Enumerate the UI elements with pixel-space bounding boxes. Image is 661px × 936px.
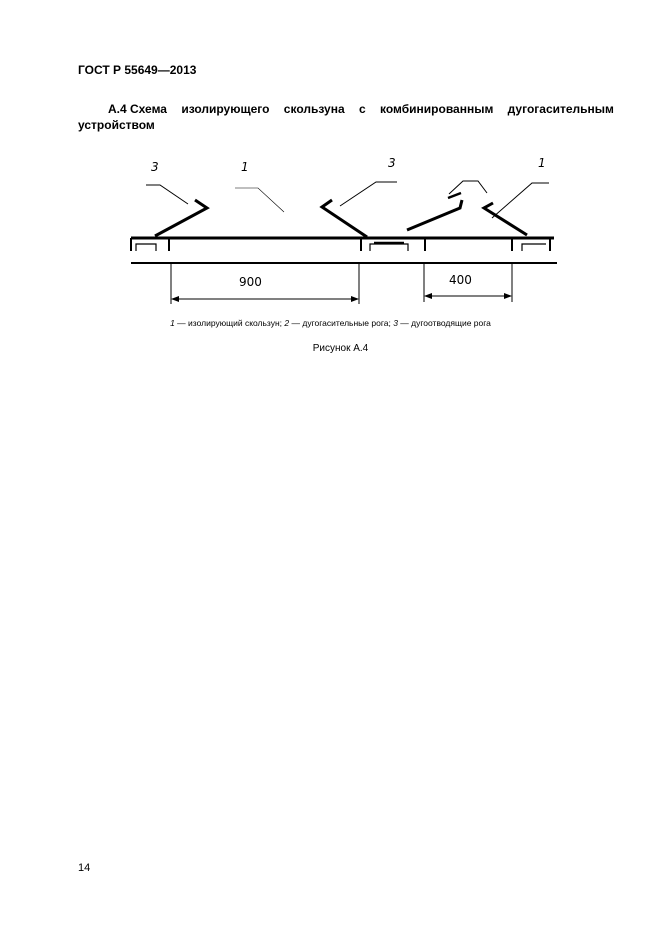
insulator-brackets: [136, 244, 546, 251]
legend-text-3: — дугоотводящие рога: [397, 318, 491, 328]
figure-legend: [0, 318, 661, 328]
horns: [155, 193, 527, 237]
label-1-right: 1: [538, 156, 546, 170]
title-word: дугогасительным: [507, 102, 614, 116]
posts: [131, 238, 550, 251]
section-title: [78, 101, 614, 133]
dimension-900: 900: [239, 275, 262, 289]
horn-left: [155, 200, 207, 236]
leader-3-right: [340, 182, 397, 206]
title-word: комбинированным: [380, 102, 494, 116]
horn-right-left: [407, 200, 462, 230]
legend-text-1: — изолирующий скользун;: [174, 318, 285, 328]
figure-diagram: [0, 150, 661, 310]
title-word: изолирующего: [181, 102, 270, 116]
legend-num-1: 1: [170, 318, 175, 328]
legend-text-2: — дугогасительные рога;: [289, 318, 394, 328]
label-3-left: 3: [151, 160, 159, 174]
document-header: ГОСТ Р 55649—2013: [78, 63, 197, 77]
section-title-line2: устройством: [78, 118, 155, 132]
title-word: с: [358, 102, 366, 116]
leader-3-left: [146, 185, 188, 204]
horn-mid: [322, 200, 367, 237]
title-word: А.4 Схема: [108, 102, 167, 116]
legend-num-2: 2: [284, 318, 290, 328]
figure-caption: Рисунок А.4: [312, 343, 369, 354]
leader-1-left: [235, 188, 284, 212]
title-word: скользуна: [283, 102, 345, 116]
page-number: 14: [78, 862, 91, 874]
legend-num-3: 3: [393, 318, 398, 328]
section-title-line1: [78, 101, 614, 117]
horn-right-right: [484, 203, 527, 235]
leader-2: [449, 181, 487, 194]
leader-1-right: [492, 183, 549, 218]
label-1-left: 1: [241, 160, 249, 174]
figure-a4: [0, 150, 661, 310]
dimension-400: 400: [449, 273, 472, 287]
label-3-right: 3: [388, 156, 396, 170]
